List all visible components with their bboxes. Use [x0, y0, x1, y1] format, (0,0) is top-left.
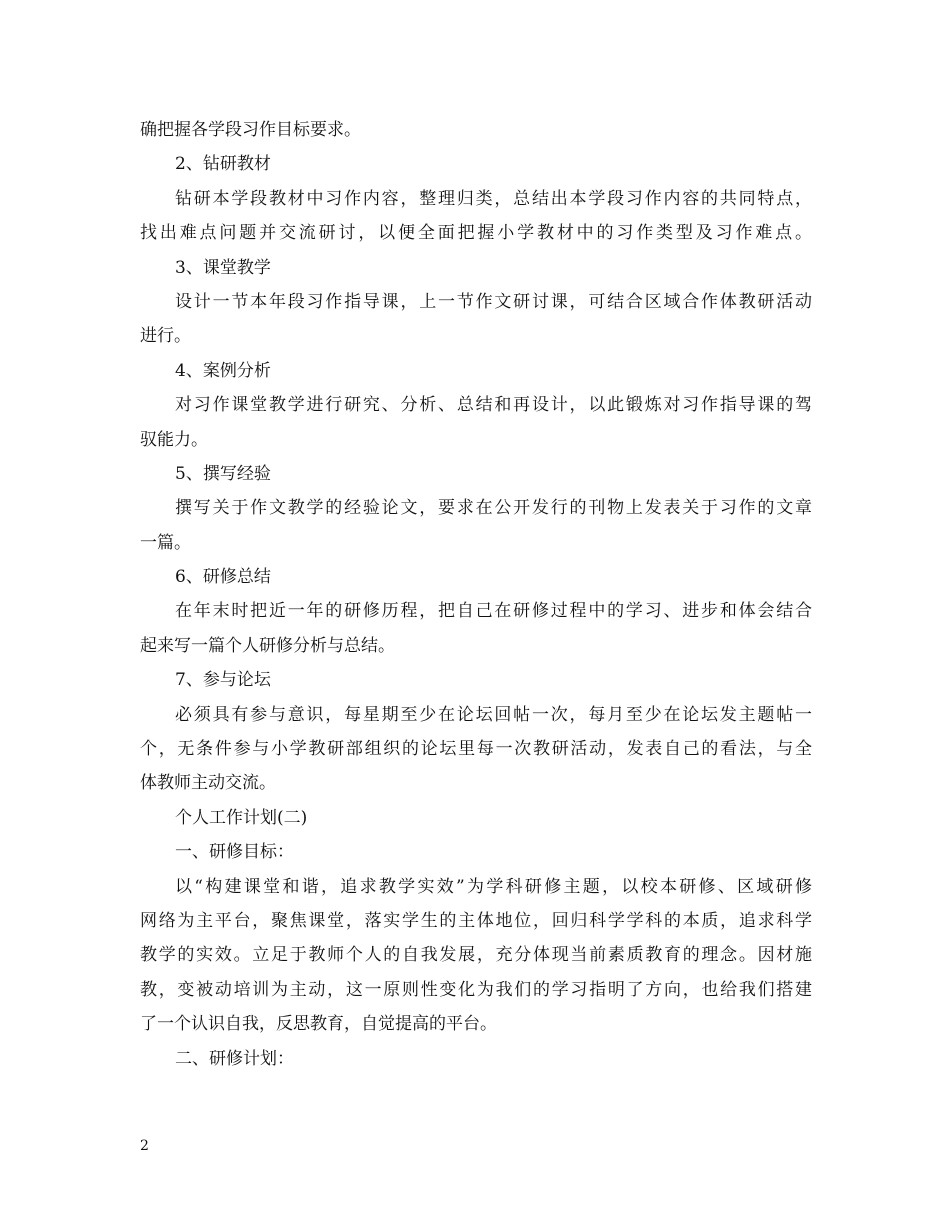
- text-line: 必须具有参与意识，每星期至少在论坛回帖一次，每月至少在论坛发主题帖一: [175, 704, 812, 725]
- text-line: 对习作课堂教学进行研究、分析、总结和再设计，以此锻炼对习作指导课的驾: [175, 395, 812, 416]
- text-line: 确把握各学段习作目标要求。: [140, 120, 361, 140]
- document-body: [140, 113, 812, 1076]
- page-number: 2: [140, 1138, 149, 1154]
- text-line: 找出难点问题并交流研讨，以便全面把握小学教材中的习作类型及习作难点。: [140, 223, 812, 244]
- text-line: 二、研修计划：: [175, 1048, 294, 1069]
- text-line: 在年末时把近一年的研修历程，把自己在研修过程中的学习、进步和体会结合: [175, 601, 812, 622]
- text-line: 3、课堂教学: [175, 257, 271, 278]
- text-line: 4、案例分析: [175, 360, 271, 381]
- text-line: 个人工作计划(二): [175, 807, 308, 828]
- text-line: 设计一节本年段习作指导课，上一节作文研讨课，可结合区域合作体教研活动: [175, 291, 812, 312]
- text-line: 一、研修目标：: [175, 842, 294, 863]
- text-line: 驭能力。: [140, 429, 208, 450]
- text-line: 以“构建课堂和谐，追求教学实效”为学科研修主题，以校本研修、区域研修: [175, 876, 812, 897]
- text-line: 体教师主动交流。: [140, 773, 276, 794]
- text-line: 7、参与论坛: [175, 670, 271, 691]
- text-line: 个，无条件参与小学教研部组织的论坛里每一次教研活动，发表自己的看法，与全: [140, 739, 812, 760]
- text-line: 6、研修总结: [175, 567, 271, 588]
- text-line: 了一个认识自我，反思教育，自觉提高的平台。: [140, 1014, 497, 1035]
- text-line: 进行。: [140, 326, 191, 347]
- text-line: 网络为主平台，聚焦课堂，落实学生的主体地位，回归科学学科的本质，追求科学: [140, 910, 812, 931]
- text-line: 起来写一篇个人研修分析与总结。: [140, 635, 395, 656]
- text-line: 钻研本学段教材中习作内容，整理归类，总结出本学段习作内容的共同特点，: [175, 188, 812, 209]
- text-line: 5、撰写经验: [175, 463, 271, 484]
- text-line: 教，变被动培训为主动，这一原则性变化为我们的学习指明了方向，也给我们搭建: [140, 979, 812, 1000]
- text-line: 撰写关于作文教学的经验论文，要求在公开发行的刊物上发表关于习作的文章: [175, 498, 812, 519]
- text-line: 一篇。: [140, 532, 191, 553]
- text-line: 教学的实效。立足于教师个人的自我发展，充分体现当前素质教育的理念。因材施: [140, 945, 812, 966]
- text-line: 2、钻研教材: [175, 154, 271, 175]
